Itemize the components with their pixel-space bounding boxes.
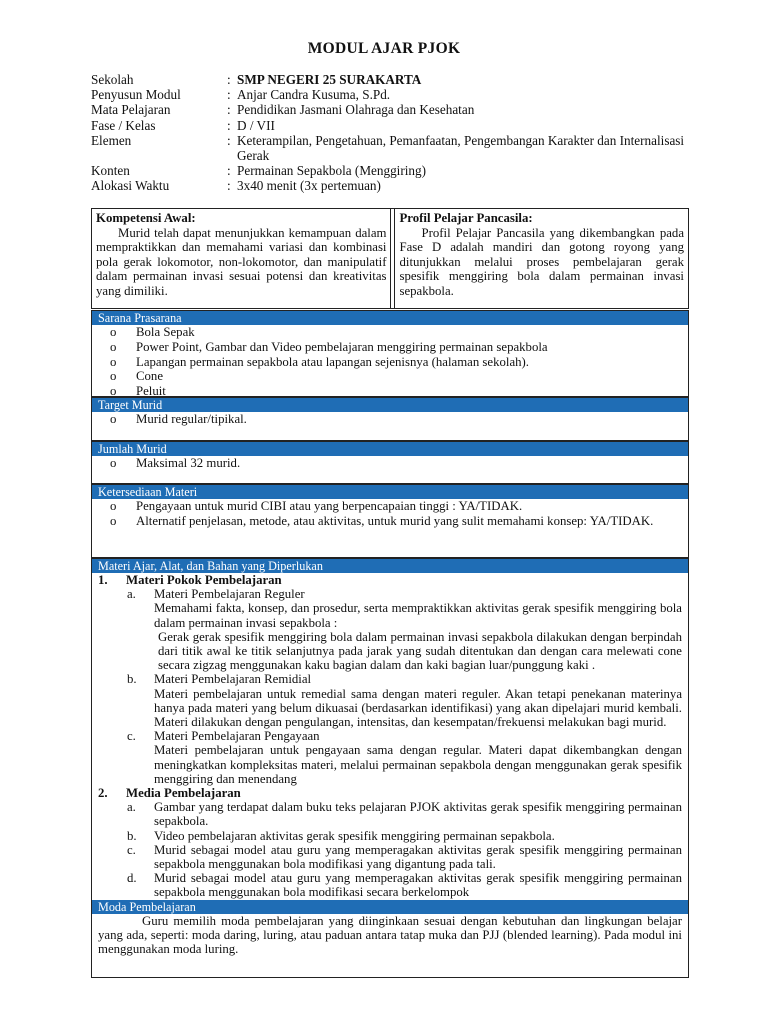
section-header: Materi Ajar, Alat, dan Bahan yang Diperlukan: [92, 559, 688, 573]
list-item: o Cone: [110, 369, 164, 384]
identity-row-elemen: Elemen : Keterampilan, Pengetahuan, Pemanfaatan, Pengembangan Karakter dan Internalisasi Gerak: [91, 133, 691, 163]
identity-row-alokasi: Alokasi Waktu : 3x40 menit (3x pertemuan): [91, 178, 691, 193]
identity-label: Penyusun Modul: [91, 87, 181, 103]
materi-reguler-heading: a. Materi Pembelajaran Reguler: [127, 587, 305, 602]
list-item: o Peluit: [110, 384, 166, 399]
materi-pengayaan-heading: c. Materi Pembelajaran Pengayaan: [127, 729, 320, 744]
list-item: o Bola Sepak: [110, 325, 195, 339]
identity-row-penyusun: Penyusun Modul : Anjar Candra Kusuma, S.Pd.: [91, 87, 691, 102]
materi-pokok-heading: 1. Materi Pokok Pembelajaran: [98, 573, 282, 587]
identity-label: Fase / Kelas: [91, 117, 156, 133]
profil-pelajar-text: Profil Pelajar Pancasila yang dikembangkan pada Fase D adalah mandiri dan gotong royong yang ditunjukkan melalui proses pembelajaran gerak spesifik menggiring bola dalam permainan invasi sepakbola.: [399, 225, 684, 298]
materi-remidial-text: Materi pembelajaran untuk remedial sama dengan materi reguler. Akan tetapi penekanan materinya hanya pada materi yang belum dikuasai (berdasarkan identifikasi) yang akan dipelajari murid kembali. Materi dilakukan dengan pengulangan, intensitas, dan kesempatan/frekuensi melakukan bagi murid.: [154, 686, 682, 730]
bullet-icon: o: [110, 513, 117, 528]
kompetensi-profil-table: [91, 208, 689, 309]
identity-label: Alokasi Waktu: [91, 178, 170, 194]
document-title: MODUL AJAR PJOK: [307, 40, 461, 57]
section-header: Moda Pembelajaran: [92, 900, 688, 914]
identity-value: SMP NEGERI 25 SURAKARTA: [237, 72, 422, 87]
section-header: Jumlah Murid: [92, 442, 688, 456]
kompetensi-awal-title: Kompetensi Awal:: [96, 211, 196, 225]
ketersediaan-materi-section: [91, 484, 689, 558]
materi-remidial-heading: b. Materi Pembelajaran Remidial: [127, 672, 312, 687]
materi-reguler-text: Memahami fakta, konsep, dan prosedur, serta mempraktikkan aktivitas gerak spesifik menggiring bola dalam permainan invasi sepakbola :: [154, 601, 682, 630]
identity-row-mapel: Mata Pelajaran : Pendidikan Jasmani Olahraga dan Kesehatan: [91, 102, 691, 117]
identity-label: Mata Pelajaran: [91, 102, 171, 118]
moda-pembelajaran-text: Guru memilih moda pembelajaran yang diinginkaan sesuai dengan kebutuhan dan lingkungan belajar yang ada, seperti: moda daring, luring, atau paduan antara tatap muka dan PJJ (blended learning). Pada modul ini menggunakan moda luring.: [98, 913, 682, 957]
kompetensi-awal-cell: [92, 209, 391, 308]
bullet-icon: o: [110, 339, 117, 354]
bullet-icon: o: [110, 384, 117, 399]
profil-pelajar-title: Profil Pelajar Pancasila:: [399, 211, 533, 225]
identity-row-fase: Fase / Kelas : D / VII: [91, 118, 691, 133]
bullet-icon: o: [110, 369, 117, 384]
list-item: o Lapangan permainan sepakbola atau lapangan sejenisnya (halaman sekolah).: [110, 354, 529, 369]
identity-label: Konten: [91, 163, 130, 179]
identity-row-konten: Konten : Permainan Sepakbola (Menggiring): [91, 163, 691, 178]
target-murid-section: [91, 397, 689, 441]
media-item: a. Gambar yang terdapat dalam buku teks pelajaran PJOK aktivitas gerak spesifik menggiring permainan sepakbola.: [127, 800, 682, 829]
list-item: o Pengayaan untuk murid CIBI atau yang berpencapaian tinggi : YA/TIDAK.: [110, 499, 523, 513]
media-pembelajaran-heading: 2. Media Pembelajaran: [98, 786, 241, 801]
bullet-icon: o: [110, 456, 117, 470]
sarana-list: [110, 325, 684, 399]
sarana-section: [91, 310, 689, 397]
list-item: o Maksimal 32 murid.: [110, 456, 241, 470]
identity-value: D / VII: [237, 117, 275, 133]
jumlah-murid-section: [91, 441, 689, 484]
list-item: o Murid regular/tipikal.: [110, 412, 247, 426]
target-list: [110, 412, 684, 427]
list-item: o Alternatif penjelasan, metode, atau aktivitas, untuk murid yang sulit memahami konsep: YA/TIDAK.: [110, 513, 654, 528]
identity-row-sekolah: Sekolah : SMP NEGERI 25 SURAKARTA: [91, 72, 691, 87]
bullet-icon: o: [110, 354, 117, 369]
section-header: Sarana Prasarana: [92, 311, 688, 325]
section-header: Ketersediaan Materi: [92, 485, 688, 499]
ketersediaan-list: [110, 499, 684, 529]
identity-value: Permainan Sepakbola (Menggiring): [237, 163, 426, 179]
materi-pengayaan-text: Materi pembelajaran untuk pengayaan sama dengan regular. Materi dapat dikembangkan dengan meningkatkan kompleksitas materi, melalui permainan sepakbola dengan menggunakan gerak spesifik menggiring dan menendang: [154, 743, 682, 786]
identity-value: Pendidikan Jasmani Olahraga dan Kesehatan: [237, 102, 475, 118]
media-item: d. Murid sebagai model atau guru yang memperagakan aktivitas gerak spesifik menggiring permainan sepakbola menggunakan bola modifikasi secara berkelompok: [127, 871, 682, 900]
list-item: o Power Point, Gambar dan Video pembelajaran menggiring permainan sepakbola: [110, 339, 548, 354]
bullet-icon: o: [110, 325, 117, 339]
jumlah-list: [110, 456, 684, 471]
materi-ajar-section: [91, 558, 689, 978]
identity-label: Elemen: [91, 132, 132, 148]
profil-pelajar-cell: [394, 209, 688, 308]
identity-table: [91, 72, 691, 194]
identity-label: Sekolah: [91, 72, 134, 87]
identity-value: Keterampilan, Pengetahuan, Pemanfaatan, Pengembangan Karakter dan Internalisasi Gerak: [237, 132, 685, 164]
identity-value: Anjar Candra Kusuma, S.Pd.: [237, 87, 391, 103]
section-header: Target Murid: [92, 398, 688, 412]
materi-reguler-detail: Gerak gerak spesifik menggiring bola dalam permainan invasi sepakbola dilakukan dengan berpindah dari titik awal ke titik selanjutnya pada jarak yang sudah ditentukan dan dengan cara melewati cone secara zigzag menggunakan kaku bagian dalam dan kaki bagian luar/punggung kaki .: [158, 629, 682, 673]
kompetensi-awal-text: Murid telah dapat menunjukkan kemampuan dalam mempraktikkan dan memahami variasi dan kombinasi pola gerak lokomotor, non-lokomotor, dan manipulatif dalam permainan invasi sesuai potensi dan kreativitas yang dimiliki.: [96, 225, 387, 298]
identity-value: 3x40 menit (3x pertemuan): [237, 178, 381, 194]
bullet-icon: o: [110, 412, 117, 426]
bullet-icon: o: [110, 499, 117, 513]
media-item: b. Video pembelajaran aktivitas gerak spesifik menggiring permainan sepakbola.: [127, 828, 555, 843]
media-item: c. Murid sebagai model atau guru yang memperagakan aktivitas gerak spesifik menggiring permainan sepakbola menggunakan bola modifikasi yang digantung pada tali.: [127, 842, 682, 872]
